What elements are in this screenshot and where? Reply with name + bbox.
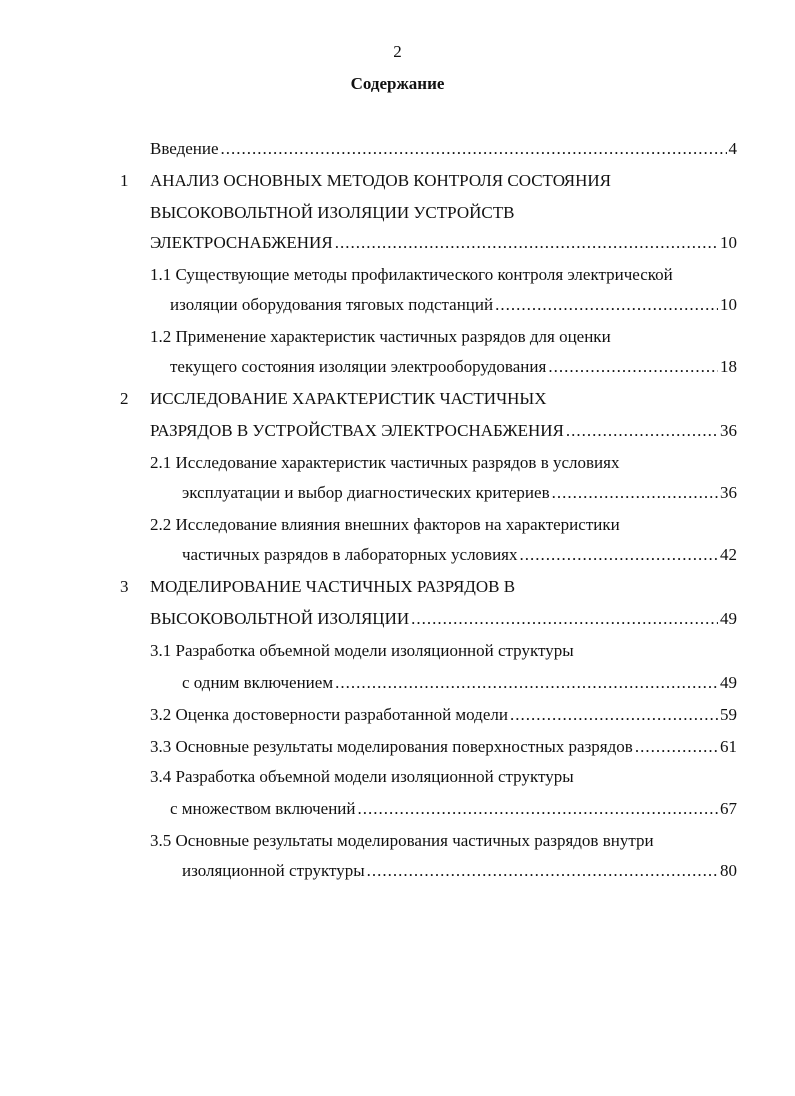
toc-entry-section-3-4[interactable] xyxy=(170,798,737,820)
toc-page-number: 10 xyxy=(720,295,737,314)
toc-entry-chapter-1[interactable] xyxy=(150,232,737,254)
section-title-line: частичных разрядов в лабораторных условиях xyxy=(182,545,518,564)
dot-leader xyxy=(335,672,718,694)
chapter-number: 3 xyxy=(120,577,129,596)
dot-leader xyxy=(566,420,718,442)
chapter-title-line: ИССЛЕДОВАНИЕ ХАРАКТЕРИСТИК ЧАСТИЧНЫХ xyxy=(150,389,547,408)
dot-leader xyxy=(367,860,718,882)
dot-leader xyxy=(510,704,718,726)
toc-entry-section-2-1[interactable] xyxy=(182,482,737,504)
toc-entry-section-2-2[interactable] xyxy=(182,544,737,566)
section-title-line: 3.5 Основные результаты моделирования частичных разрядов внутри xyxy=(150,831,654,850)
section-title-line: изоляции оборудования тяговых подстанций xyxy=(170,295,494,314)
toc-page-number: 10 xyxy=(720,233,737,252)
section-title-line: 2.2 Исследование влияния внешних факторов на характеристики xyxy=(150,515,620,534)
dot-leader xyxy=(552,482,718,504)
section-title-line: 2.1 Исследование характеристик частичных разрядов в условиях xyxy=(150,453,620,472)
dot-leader xyxy=(358,798,719,820)
toc-entry-section-1-2[interactable] xyxy=(170,356,737,378)
section-title-line: с множеством включений xyxy=(170,799,356,818)
toc-entry-label: Введение xyxy=(150,139,219,158)
section-title-line: изоляционной структуры xyxy=(182,861,365,880)
toc-entry-section-3-2[interactable] xyxy=(150,704,737,726)
toc-entry-section-1-1[interactable] xyxy=(170,294,737,316)
section-title-line: 3.3 Основные результаты моделирования поверхностных разрядов xyxy=(150,737,633,756)
toc-page-number: 36 xyxy=(720,421,737,440)
chapter-number: 2 xyxy=(120,389,129,408)
dot-leader xyxy=(635,736,718,758)
chapter-title-line: ВЫСОКОВОЛЬТНОЙ ИЗОЛЯЦИИ УСТРОЙСТВ xyxy=(150,203,515,222)
dot-leader xyxy=(411,608,718,630)
section-title-line: эксплуатации и выбор диагностических критериев xyxy=(182,483,550,502)
chapter-title-line: РАЗРЯДОВ В УСТРОЙСТВАХ ЭЛЕКТРОСНАБЖЕНИЯ xyxy=(150,421,564,440)
toc-page-number: 36 xyxy=(720,483,737,502)
toc-page-number: 42 xyxy=(720,545,737,564)
toc-entry-chapter-2[interactable] xyxy=(150,420,737,442)
toc-page-number: 59 xyxy=(720,705,737,724)
toc-entry-chapter-3[interactable] xyxy=(150,608,737,630)
dot-leader xyxy=(520,544,718,566)
toc-entry-section-3-3[interactable] xyxy=(150,736,737,758)
dot-leader xyxy=(495,294,718,316)
page-number: 2 xyxy=(393,42,402,61)
chapter-title-line: ВЫСОКОВОЛЬТНОЙ ИЗОЛЯЦИИ xyxy=(150,609,410,628)
toc-page-number: 49 xyxy=(720,673,737,692)
chapter-title-line: МОДЕЛИРОВАНИЕ ЧАСТИЧНЫХ РАЗРЯДОВ В xyxy=(150,577,516,596)
page-title: Содержание xyxy=(350,74,445,93)
section-title-line: с одним включением xyxy=(182,673,334,692)
toc-page-number: 18 xyxy=(720,357,737,376)
chapter-number: 1 xyxy=(120,171,129,190)
toc-page-number: 4 xyxy=(728,139,737,158)
section-title-line: 3.1 Разработка объемной модели изоляционной структуры xyxy=(150,641,574,660)
toc-entry-section-3-1[interactable] xyxy=(182,672,737,694)
toc-entry-section-3-5[interactable] xyxy=(182,860,737,882)
dot-leader xyxy=(221,138,727,160)
section-title-line: 1.1 Существующие методы профилактического контроля электрической xyxy=(150,265,673,284)
chapter-title-line: ЭЛЕКТРОСНАБЖЕНИЯ xyxy=(150,233,333,252)
toc-page-number: 80 xyxy=(720,861,737,880)
toc-page-number: 67 xyxy=(720,799,737,818)
toc-page-number: 49 xyxy=(720,609,737,628)
section-title-line: 3.4 Разработка объемной модели изоляционной структуры xyxy=(150,767,574,786)
dot-leader xyxy=(548,356,718,378)
section-title-line: 1.2 Применение характеристик частичных разрядов для оценки xyxy=(150,327,611,346)
dot-leader xyxy=(335,232,718,254)
chapter-title-line: АНАЛИЗ ОСНОВНЫХ МЕТОДОВ КОНТРОЛЯ СОСТОЯНИЯ xyxy=(150,171,611,190)
toc-page-number: 61 xyxy=(720,737,737,756)
section-title-line: 3.2 Оценка достоверности разработанной модели xyxy=(150,705,508,724)
toc-entry-intro[interactable] xyxy=(150,138,737,160)
section-title-line: текущего состояния изоляции электрооборудования xyxy=(170,357,547,376)
